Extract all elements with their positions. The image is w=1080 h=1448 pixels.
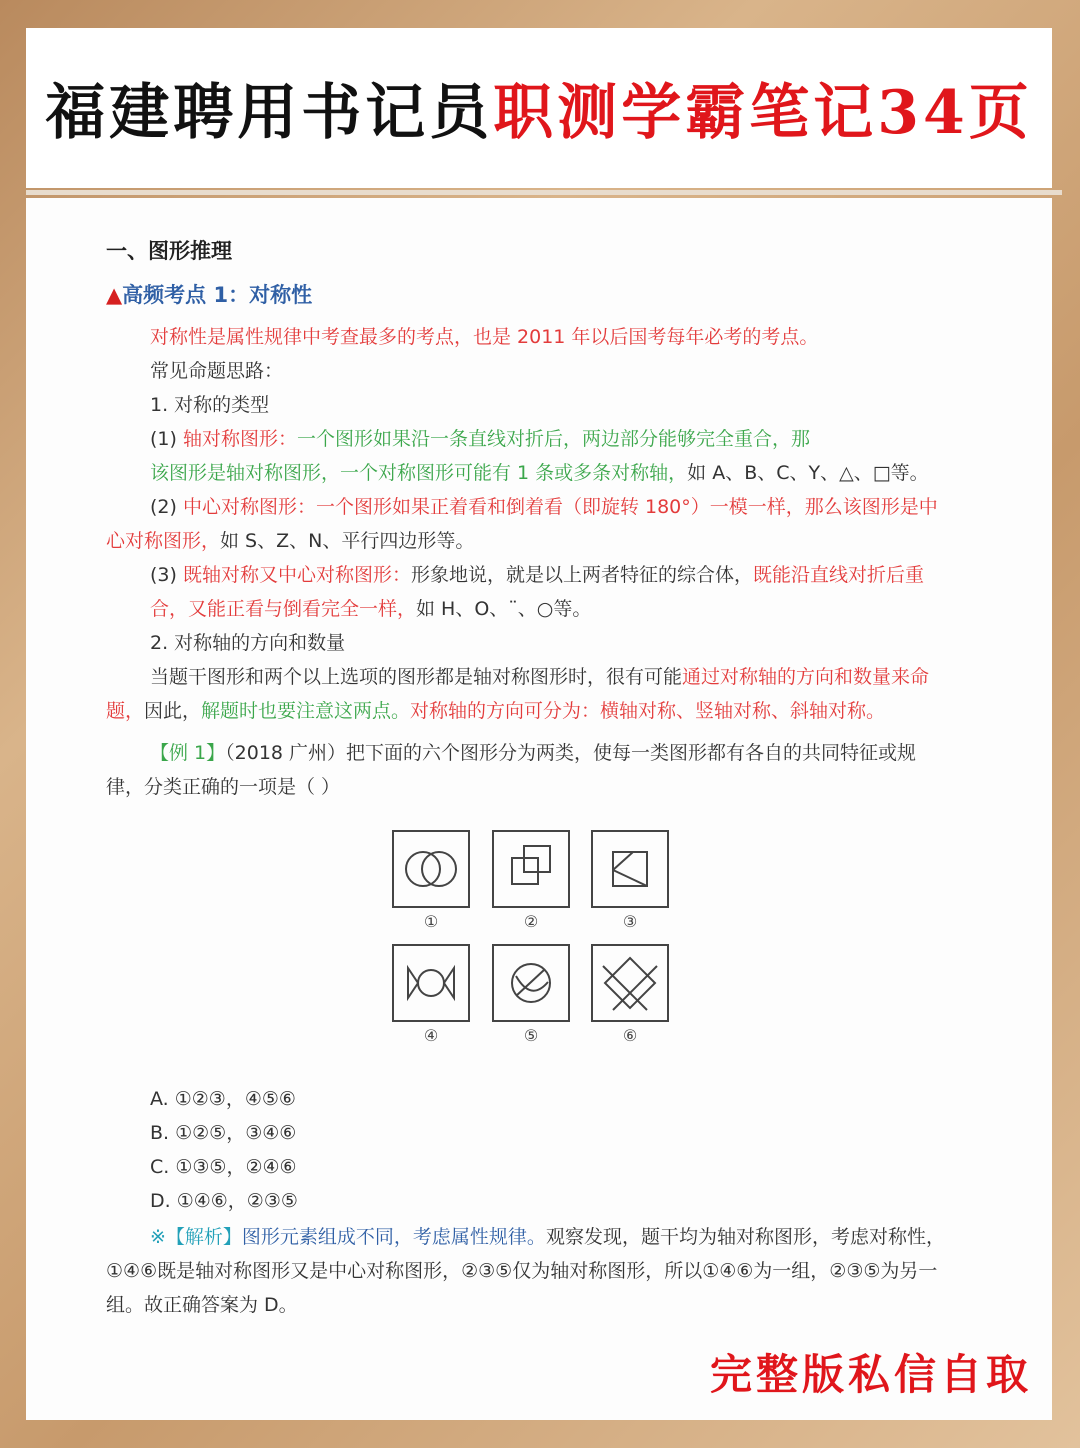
section-title: 一、图形推理 — [106, 239, 232, 263]
analysis-label: ※【解析】 — [150, 1226, 242, 1248]
figure-5-circle-with-curve — [492, 944, 570, 1022]
figure-number-6: ⑥ — [622, 1026, 638, 1045]
option-b: B. ①②⑤，③④⑥ — [150, 1122, 297, 1144]
axis-direction-text-2: 因此， — [144, 700, 202, 722]
analysis-text: 观察发现，题干均为轴对称图形，考虑对称性，①④⑥既是轴对称图形又是中心对称图形，②③⑤仅为轴对称图形，所以①④⑥为一组，②③⑤为另一组。故正确答案为 D。 — [106, 1226, 945, 1316]
central-symmetry-paragraph — [106, 490, 948, 558]
axis-symmetry-def-2: 该图形是轴对称图形，一个对称图形可能有 1 条或多条对称轴， — [150, 462, 688, 484]
figure-3-square-with-lines — [591, 830, 669, 908]
banner-title-red: 职测学霸笔记34页 — [493, 78, 1033, 148]
analysis-highlight: 图形元素组成不同，考虑属性规律。 — [241, 1226, 546, 1248]
figure-number-5: ⑤ — [523, 1026, 539, 1045]
subsection-title — [106, 278, 948, 312]
intro-paragraph: 对称性是属性规律中考查最多的考点，也是 2011 年以后国考每年必考的考点。 — [150, 326, 819, 348]
figure-2-overlapping-squares — [492, 830, 570, 908]
subsection-title-text: 高频考点 1：对称性 — [122, 283, 313, 307]
figure-1-overlapping-circles — [392, 830, 470, 908]
heading-symmetry-types: 1. 对称的类型 — [150, 394, 270, 416]
figure-number-3: ③ — [622, 912, 638, 931]
axis-direction-highlight-3: 对称轴的方向可分为：横轴对称、竖轴对称、斜轴对称。 — [410, 700, 886, 722]
figure-6-crossed-diamond — [591, 944, 669, 1022]
axis-direction-paragraph — [106, 660, 948, 728]
figure-number-4: ④ — [423, 1026, 439, 1045]
axis-symmetry-paragraph — [106, 422, 948, 456]
heading-axis-direction: 2. 对称轴的方向和数量 — [150, 632, 346, 654]
document-content — [106, 234, 948, 1322]
axis-direction-highlight-1: 通过对称轴的方向和数量来命题， — [106, 666, 930, 722]
central-symmetry-examples: 如 S、Z、N、平行四边形等。 — [220, 530, 475, 552]
analysis-paragraph — [106, 1220, 948, 1322]
figure-number-2: ② — [523, 912, 539, 931]
example-label: 【例 1】 — [150, 742, 226, 764]
both-symmetry-paragraph — [106, 558, 948, 626]
answer-options — [106, 1082, 948, 1218]
axis-symmetry-paragraph-cont — [106, 456, 948, 490]
axis-symmetry-examples: 如 A、B、C、Y、△、□等。 — [687, 462, 929, 484]
document-page — [26, 198, 1052, 1420]
figure-4-candy-shape — [392, 944, 470, 1022]
both-symmetry-def: 既能沿直线对折后重合，又能正看与倒看完全一样， — [150, 564, 925, 620]
banner-title-black: 福建聘用书记员 — [45, 78, 494, 148]
figure-grid — [106, 814, 948, 1074]
both-symmetry-desc: 形象地说，就是以上两者特征的综合体， — [410, 564, 753, 586]
both-symmetry-term: 既轴对称又中心对称图形： — [182, 564, 411, 586]
axis-symmetry-def-1: 一个图形如果沿一条直线对折后，两边部分能够完全重合，那 — [296, 428, 810, 450]
divider — [26, 190, 1062, 195]
common-ideas-label: 常见命题思路： — [150, 360, 284, 382]
option-d: D. ①④⑥，②③⑤ — [150, 1190, 298, 1212]
triangle-icon: ▲ — [106, 283, 123, 307]
item-label: (1) — [150, 428, 177, 450]
example-question — [106, 736, 948, 804]
axis-symmetry-term: 轴对称图形： — [182, 428, 297, 450]
title-banner — [26, 28, 1052, 188]
axis-direction-highlight-2: 解题时也要注意这两点。 — [201, 700, 411, 722]
central-symmetry-def: 中心对称图形：一个图形如果正着看和倒着看（即旋转 180°）一模一样，那么该图形是中心对称图形， — [106, 496, 938, 552]
option-c: C. ①③⑤，②④⑥ — [150, 1156, 297, 1178]
option-a: A. ①②③，④⑤⑥ — [150, 1088, 296, 1110]
example-text: （2018 广州）把下面的六个图形分为两类，使每一类图形都有各自的共同特征或规律，分类正确的一项是（ ） — [106, 742, 917, 798]
item-label: (3) — [150, 564, 177, 586]
item-label: (2) — [150, 496, 177, 518]
axis-direction-text-1: 当题干图形和两个以上选项的图形都是轴对称图形时，很有可能 — [150, 666, 683, 688]
both-symmetry-examples: 如 H、O、¨、○等。 — [416, 598, 592, 620]
signoff-text: 完整版私信自取 — [709, 1350, 1032, 1399]
figure-number-1: ① — [423, 912, 439, 931]
